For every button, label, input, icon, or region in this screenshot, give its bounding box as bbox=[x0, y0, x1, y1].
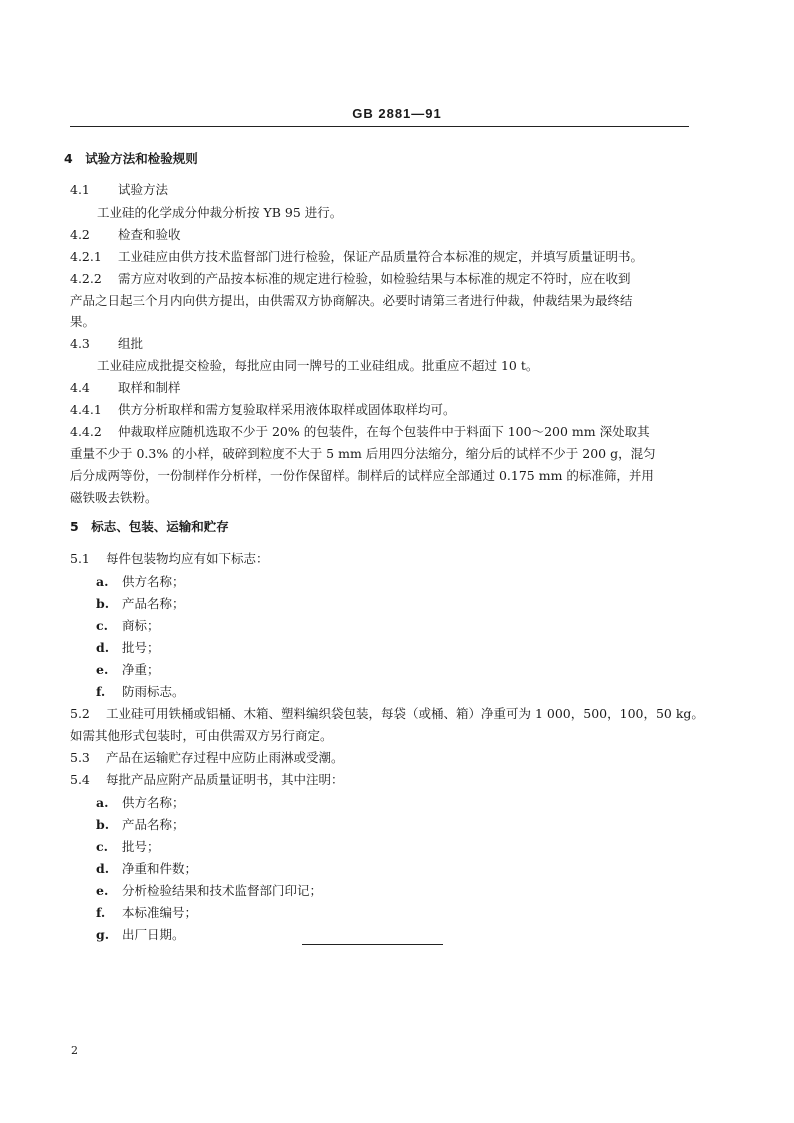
section-4-4-heading bbox=[70, 380, 181, 396]
end-rule bbox=[302, 944, 443, 945]
section-4-1-heading bbox=[70, 182, 168, 198]
list-label: e. bbox=[96, 662, 109, 677]
list-item bbox=[96, 662, 160, 678]
paragraph-line: 如需其他形式包装时，可由供需双方另行商定。 bbox=[70, 728, 333, 743]
section-5-1 bbox=[70, 551, 269, 567]
section-5-2 bbox=[70, 706, 704, 722]
section-title: 取样和制样 bbox=[118, 380, 181, 395]
section-number: 5.3 bbox=[70, 750, 90, 765]
list-text: 产品名称； bbox=[122, 817, 185, 832]
section-4-2-2 bbox=[70, 271, 631, 287]
list-text: 供方名称； bbox=[122, 795, 185, 810]
list-item bbox=[96, 883, 322, 899]
list-label: b. bbox=[96, 596, 110, 611]
section-4-1-body: 工业硅的化学成分仲裁分析按 YB 95 进行。 bbox=[97, 205, 343, 220]
section-number: 4.3 bbox=[70, 336, 90, 351]
section-number: 5.4 bbox=[70, 772, 90, 787]
list-text: 出厂日期。 bbox=[122, 927, 185, 942]
list-label: c. bbox=[96, 618, 108, 633]
section-title: 检查和验收 bbox=[118, 227, 181, 242]
section-number: 5.2 bbox=[70, 706, 90, 721]
paragraph-text: 工业硅可用铁桶或铝桶、木箱、塑料编织袋包装，每袋（或桶、箱）净重可为 1 000，500，100，50 kg。 bbox=[106, 706, 704, 721]
list-label: d. bbox=[96, 861, 110, 876]
paragraph-line: 磁铁吸去铁粉。 bbox=[70, 490, 158, 505]
section-title: 试验方法 bbox=[118, 182, 169, 197]
section-number: 5.1 bbox=[70, 551, 90, 566]
paragraph-line: 重量不少于 0.3% 的小样，破碎到粒度不大于 5 mm 后用四分法缩分，缩分后的试样不少于 200 g，混匀 bbox=[70, 446, 656, 461]
paragraph-line: 果。 bbox=[70, 314, 96, 329]
list-label: c. bbox=[96, 839, 108, 854]
section-4-4-2 bbox=[70, 424, 650, 440]
list-item bbox=[96, 618, 160, 634]
list-text: 净重和件数； bbox=[122, 861, 198, 876]
list-item bbox=[96, 640, 160, 656]
header-rule bbox=[70, 126, 689, 127]
list-label: f. bbox=[96, 684, 106, 699]
paragraph-text: 需方应对收到的产品按本标准的规定进行检验，如检验结果与本标准的规定不符时，应在收到 bbox=[118, 271, 631, 286]
list-label: d. bbox=[96, 640, 110, 655]
section-4-heading: 4 试验方法和检验规则 bbox=[64, 151, 198, 166]
section-4-2-heading bbox=[70, 227, 181, 243]
list-text: 产品名称； bbox=[122, 596, 185, 611]
section-5-4 bbox=[70, 772, 344, 788]
list-text: 防雨标志。 bbox=[122, 684, 185, 699]
section-number: 4.2 bbox=[70, 227, 90, 242]
list-label: a. bbox=[96, 795, 109, 810]
section-number: 4.1 bbox=[70, 182, 90, 197]
list-item bbox=[96, 927, 185, 943]
list-item bbox=[96, 861, 197, 877]
list-text: 分析检验结果和技术监督部门印记； bbox=[122, 883, 323, 898]
list-item bbox=[96, 795, 185, 811]
list-label: f. bbox=[96, 905, 106, 920]
list-item bbox=[96, 839, 160, 855]
section-number: 4.4.1 bbox=[70, 402, 102, 417]
section-5-3 bbox=[70, 750, 344, 766]
list-label: b. bbox=[96, 817, 110, 832]
paragraph-text: 每件包装物均应有如下标志： bbox=[106, 551, 269, 566]
paragraph-text: 产品在运输贮存过程中应防止雨淋或受潮。 bbox=[106, 750, 344, 765]
list-item bbox=[96, 574, 185, 590]
paragraph-line: 后分成两等份，一份制样作分析样，一份作保留样。制样后的试样应全部通过 0.175 mm 的标准筛，并用 bbox=[70, 468, 654, 483]
section-number: 4.4.2 bbox=[70, 424, 102, 439]
list-label: e. bbox=[96, 883, 109, 898]
list-label: g. bbox=[96, 927, 110, 942]
section-4-4-1 bbox=[70, 402, 456, 418]
list-text: 批号； bbox=[122, 640, 160, 655]
list-text: 供方名称； bbox=[122, 574, 185, 589]
section-number: 4.2.2 bbox=[70, 271, 102, 286]
list-item bbox=[96, 684, 185, 700]
section-title: 组批 bbox=[118, 336, 144, 351]
paragraph-line: 产品之日起三个月内向供方提出，由供需双方协商解决。必要时请第三者进行仲裁，仲裁结果为最终结 bbox=[70, 293, 633, 308]
list-item bbox=[96, 596, 185, 612]
list-label: a. bbox=[96, 574, 109, 589]
paragraph-text: 每批产品应附产品质量证明书，其中注明： bbox=[106, 772, 344, 787]
section-number: 4.4 bbox=[70, 380, 90, 395]
paragraph-text: 工业硅应由供方技术监督部门进行检验，保证产品质量符合本标准的规定，并填写质量证明书。 bbox=[118, 249, 644, 264]
page-number: 2 bbox=[71, 1044, 78, 1057]
list-text: 本标准编号； bbox=[122, 905, 198, 920]
document-code-header: GB 2881—91 bbox=[352, 106, 442, 121]
section-4-2-1 bbox=[70, 249, 643, 265]
list-text: 净重； bbox=[122, 662, 160, 677]
paragraph-text: 仲裁取样应随机选取不少于 20% 的包装件，在每个包装件中于料面下 100～200 mm 深处取其 bbox=[118, 424, 650, 439]
section-5-heading: 5 标志、包装、运输和贮存 bbox=[70, 519, 229, 534]
list-item bbox=[96, 905, 197, 921]
paragraph-text: 供方分析取样和需方复验取样采用液体取样或固体取样均可。 bbox=[118, 402, 456, 417]
list-item bbox=[96, 817, 185, 833]
section-4-3-body: 工业硅应成批提交检验，每批应由同一牌号的工业硅组成。批重应不超过 10 t。 bbox=[97, 358, 539, 373]
section-4-3-heading bbox=[70, 336, 143, 352]
list-text: 批号； bbox=[122, 839, 160, 854]
section-number: 4.2.1 bbox=[70, 249, 102, 264]
list-text: 商标； bbox=[122, 618, 160, 633]
